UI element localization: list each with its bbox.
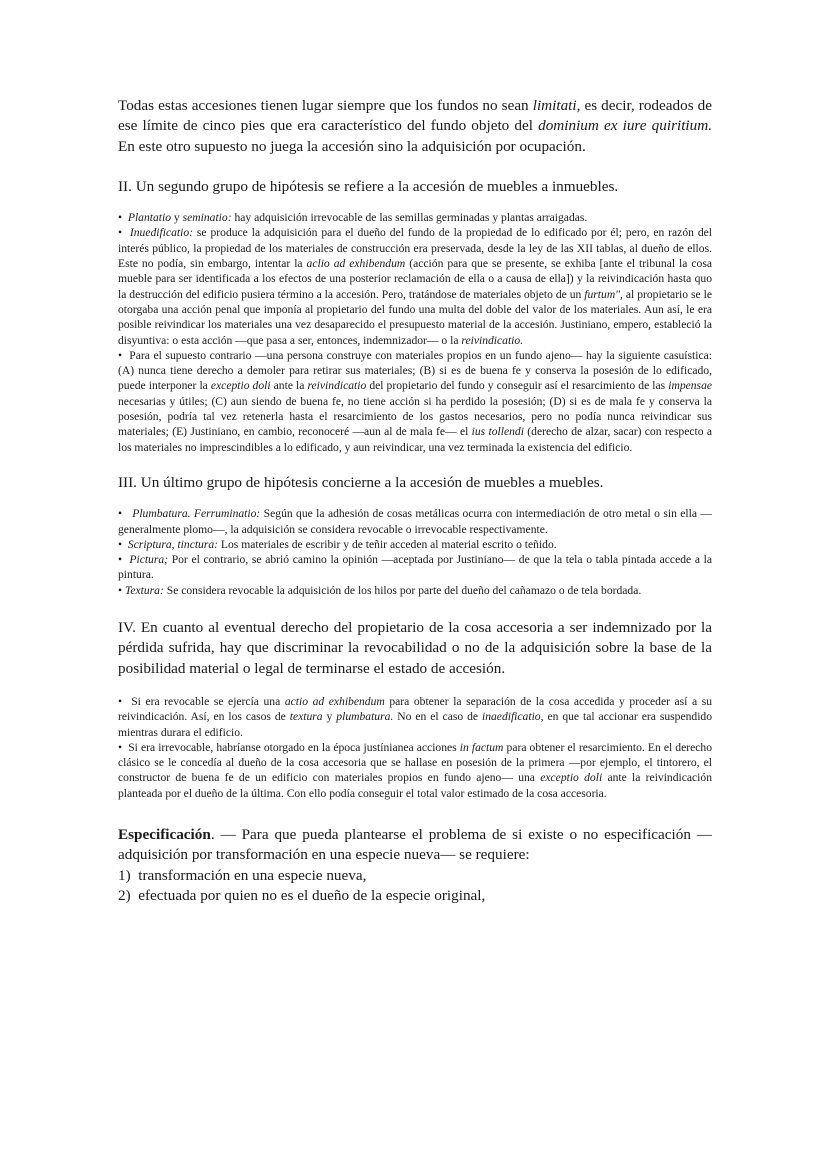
text: del propietario del fundo y conseguir así el resarcimiento de las <box>366 379 669 393</box>
text: (derecho de alzar, sacar) con respecto a los materiales no imprescindibles a lo edificado, y aun reivindicar, una vez terminada la existencia del edificio. <box>118 425 712 454</box>
italic-term: dominium ex iure quiritium. <box>538 117 712 135</box>
italic-term: Pictura; <box>129 553 169 567</box>
italic-term: textura <box>289 710 323 724</box>
text: y <box>171 211 183 225</box>
bullet-plantatio <box>118 210 712 225</box>
text: y <box>322 710 337 724</box>
text: hay adquisición irrevocable de las semillas germinadas y plantas arraigadas. <box>231 211 588 225</box>
bullet-pictura <box>118 552 712 583</box>
list-text: efectuada por quien no es el dueño de la especie original, <box>138 886 486 904</box>
section-title: Especificación <box>118 825 211 843</box>
text: Si era irrevocable, habríanse otorgado en la época justínianea acciones <box>128 740 460 754</box>
italic-term: exceptio doli <box>210 379 271 393</box>
italic-term: aclio ad exhibendum <box>306 257 406 271</box>
italic-term: actio ad exhibendum <box>284 694 385 708</box>
bullet-supuesto-contrario <box>118 348 712 455</box>
list-number: 1) <box>118 866 131 884</box>
italic-term: reivindicatio. <box>461 333 524 347</box>
text: en que tal accionar era suspendido mientras durara el edificio. <box>118 710 713 739</box>
text: No en el caso de <box>393 710 482 724</box>
italic-term: Textura: <box>124 583 164 597</box>
italic-term: exceptio doli <box>540 771 603 785</box>
bullet-icon: • <box>118 348 130 362</box>
text: al propietario se le otorgaba una acción penal que imponía al propietario del fundo una multa del doble del valor de los materiales. Aun así, le era posible reivindicar los materiales una vez desaparecido el presupuesto material de la accesión. Justiniano, empero, estableció la disyuntiva: o esta acción —que pasa a ser, entonces, indemnizador— o la <box>118 287 712 347</box>
document-page <box>118 96 712 906</box>
italic-term: ius tollendi <box>471 425 524 439</box>
text: (acción para que se presente, se exhiba [ante el tribunal la cosa mueble para ser identificada a los efectos de una posterior reclamación de ella o a causa de ella]) y la reivindicación hasta quo la destrucción del edificio pusiera término a la accesión. Pero, tratándose de materiales objeto de un <box>118 257 712 301</box>
text: para obtener la separación de la cosa accedida y proceder así a su reivindicación. Así, en los casos de <box>118 694 712 724</box>
italic-term: Inuedificatio: <box>129 226 193 240</box>
bullet-icon: • <box>118 537 128 551</box>
text: ante la <box>270 379 308 393</box>
text: En este otro supuesto no juega la accesión sino la adquisición por ocupación. <box>118 137 586 155</box>
text: ante la reivindicación planteada por el dueño de la última. Con ello podía conseguir el total valor estimado de la cosa accesoria. <box>118 771 712 800</box>
italic-term: inaedificatio, <box>481 710 544 724</box>
text: . — Para que pueda plantearse el problema de si existe o no especificación —adquisición por transformación en una especie nueva— se requiere: <box>118 825 712 864</box>
text: Si era revocable se ejercía una <box>131 694 285 708</box>
especificacion-paragraph <box>118 825 712 866</box>
italic-term: Plumbatura. Ferruminatio: <box>132 507 261 521</box>
italic-term: limitati, <box>532 97 581 114</box>
italic-term: plumbatura. <box>336 710 394 724</box>
section-iii-heading: III. Un último grupo de hipótesis concierne a la accesión de muebles a muebles. <box>118 473 604 491</box>
bullet-icon: • <box>118 694 132 708</box>
list-item <box>118 886 712 906</box>
list-number: 2) <box>118 886 131 904</box>
text: Se considera revocable la adquisición de los hilos por parte del dueño del cañamazo o de tela bordada. <box>163 583 642 597</box>
section-ii-heading: II. Un segundo grupo de hipótesis se refiere a la accesión de muebles a inmuebles. <box>118 177 619 195</box>
bullet-irrevocable <box>118 740 712 801</box>
bullet-icon: • <box>118 211 128 225</box>
bullet-icon: • <box>118 226 130 240</box>
bullet-icon: • <box>118 507 133 521</box>
text: Para el supuesto contrario —una persona construye con materiales propios en un fundo ajeno— hay la siguiente casuística: (A) nunca tiene derecho a demoler para retirar sus materiales; (B) si es de buena fe y conserva la posesión de lo edificado, puede interponer la <box>118 348 712 393</box>
section-iv-heading: IV. En cuanto al eventual derecho del propietario de la cosa accesoria a ser indemnizado por la pérdida sufrida, hay que discriminar la revocabilidad o no de la adquisición sobre la base de la posibilidad material o legal de terminarse el estado de accesión. <box>118 619 712 677</box>
list-item <box>118 866 712 886</box>
text: necesarias y útiles; (C) aun siendo de buena fe, no tiene acción si ha perdido la posesión; (D) si es de mala fe y conserva la posesión, podría tal vez retenerla hasta el resarcimiento de los gastos necesarios, pero no podía nunca reivindicar sus materiales; (E) Justiniano, en cambio, reconoceré —aun al de mala fe— el <box>118 394 712 439</box>
italic-term: impensae <box>668 379 713 393</box>
text: Según que la adhesión de cosas metálicas ocurra con intermediación de otro metal o sin ella —generalmente plomo—, la adquisición se considera revocable o irrevocable respectivamente. <box>118 507 712 536</box>
text: Por el contrario, se abrió camino la opinión —aceptada por Justiniano— de que la tela o tabla pintada accede a la pintura. <box>118 553 713 582</box>
bullet-revocable <box>118 694 712 740</box>
bullet-icon: • <box>118 553 130 567</box>
italic-term: in factum <box>459 740 504 754</box>
italic-term: furtum", <box>584 287 623 301</box>
list-text: transformación en una especie nueva, <box>138 866 367 884</box>
italic-term: seminatio: <box>182 211 232 225</box>
bullet-textura <box>118 583 712 598</box>
bullet-plumbatura <box>118 506 712 537</box>
text: es decir, rodeados de ese límite de cinco pies que era característico del fundo objeto del <box>118 97 712 135</box>
intro-paragraph <box>118 96 712 157</box>
bullet-icon: • <box>118 740 129 754</box>
italic-term: Plantatio <box>127 211 172 225</box>
bullet-scriptura <box>118 537 712 552</box>
italic-term: Scriptura, tinctura: <box>127 537 219 551</box>
text: para obtener el resarcimiento. En el derecho clásico se le concedía al dueño de la cosa accesoria que se hallase en posesión de la primera —por ejemplo, el tintorero, el constructor de buena fe de un edificio con materiales propios en fundo ajeno— una <box>118 740 712 785</box>
text: se produce la adquisición para el dueño del fundo de la propiedad de lo edificado por él; pero, en razón del interés público, la propiedad de los materiales de construcción era preservada, desde la ley de las XII tablas, al dueño de ellos. Este no podía, sin embargo, intentar la <box>118 226 712 271</box>
text: Los materiales de escribir y de teñir acceden al material escrito o teñido. <box>218 537 557 551</box>
bullet-icon: • <box>118 583 125 597</box>
bullet-inuedificatio <box>118 225 712 347</box>
text: Todas estas accesiones tienen lugar siempre que los fundos no sean <box>118 97 533 114</box>
italic-term: reivindicatio <box>307 379 367 393</box>
